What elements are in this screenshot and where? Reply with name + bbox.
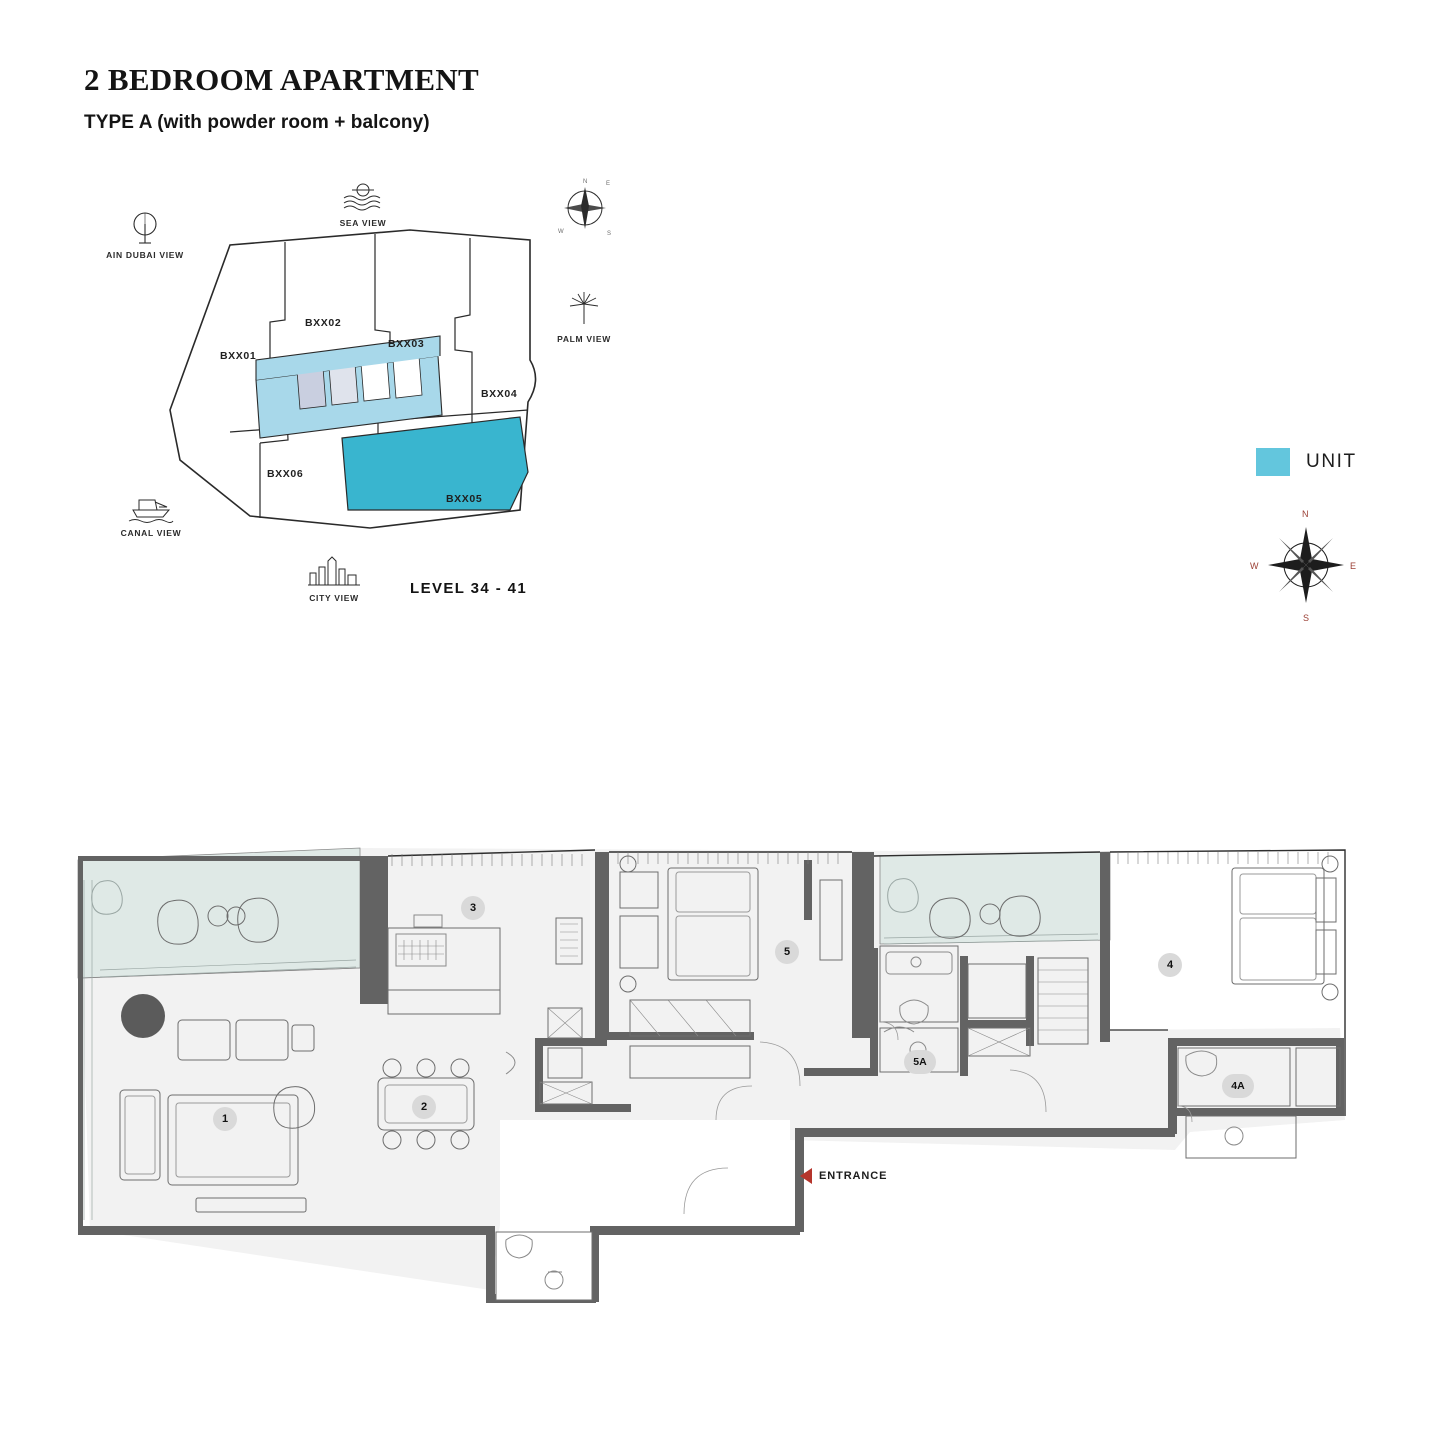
compass-small-w: W [558,229,564,235]
canal-view-label: CANAL VIEW [120,528,182,538]
sea-view-label: SEA VIEW [339,218,387,228]
compass-rose-icon [1246,505,1366,625]
unit-legend [1256,448,1357,476]
unit-label-bxx01: BXX01 [220,350,257,362]
key-plan [0,160,1432,630]
page-title: 2 BEDROOM APARTMENT [84,62,479,97]
unit-label-bxx06: BXX06 [267,468,304,480]
ain-dubai-view-label: AIN DUBAI VIEW [106,250,184,260]
unit-legend-label: UNIT [1306,451,1357,472]
level-label: LEVEL 34 - 41 [410,580,528,597]
city-view-icon [293,555,375,603]
compass-rose-n: N [1302,509,1309,519]
canal-view-icon [108,490,194,538]
compass-rose-e: E [1350,561,1357,571]
city-view-label: CITY VIEW [309,593,359,603]
compass-small-s: S [607,231,612,237]
unit-label-bxx02: BXX02 [305,317,342,329]
unit-label-bxx03: BXX03 [388,338,425,350]
palm-view-icon [543,290,625,344]
compass-rose-s: S [1303,613,1310,623]
room-tag-5: 5 [775,940,799,964]
entrance-marker [800,1168,887,1184]
unit-label-bxx04: BXX04 [481,388,518,400]
room-tag-1: 1 [213,1107,237,1131]
ain-dubai-view-icon [100,210,190,260]
unit-label-bxx05: BXX05 [446,493,483,505]
entrance-label: ENTRANCE [819,1170,888,1182]
compass-rose-w: W [1250,561,1259,571]
compass-small-n: N [583,179,588,185]
compass-small-icon [550,173,620,243]
palm-view-label: PALM VIEW [557,334,611,344]
unit-legend-swatch [1256,448,1290,476]
entrance-arrow-icon [800,1168,812,1184]
compass-small-e: E [606,181,611,187]
floor-plan-drawing [0,820,1432,1380]
room-tag-3: 3 [461,896,485,920]
room-tag-2: 2 [412,1095,436,1119]
page-subtitle: TYPE A (with powder room + balcony) [84,112,430,133]
room-tag-4: 4 [1158,953,1182,977]
sea-view-icon [320,180,406,228]
key-plan-diagram [110,210,730,630]
room-tag-5a: 5A [904,1050,936,1074]
room-tag-4a: 4A [1222,1074,1254,1098]
